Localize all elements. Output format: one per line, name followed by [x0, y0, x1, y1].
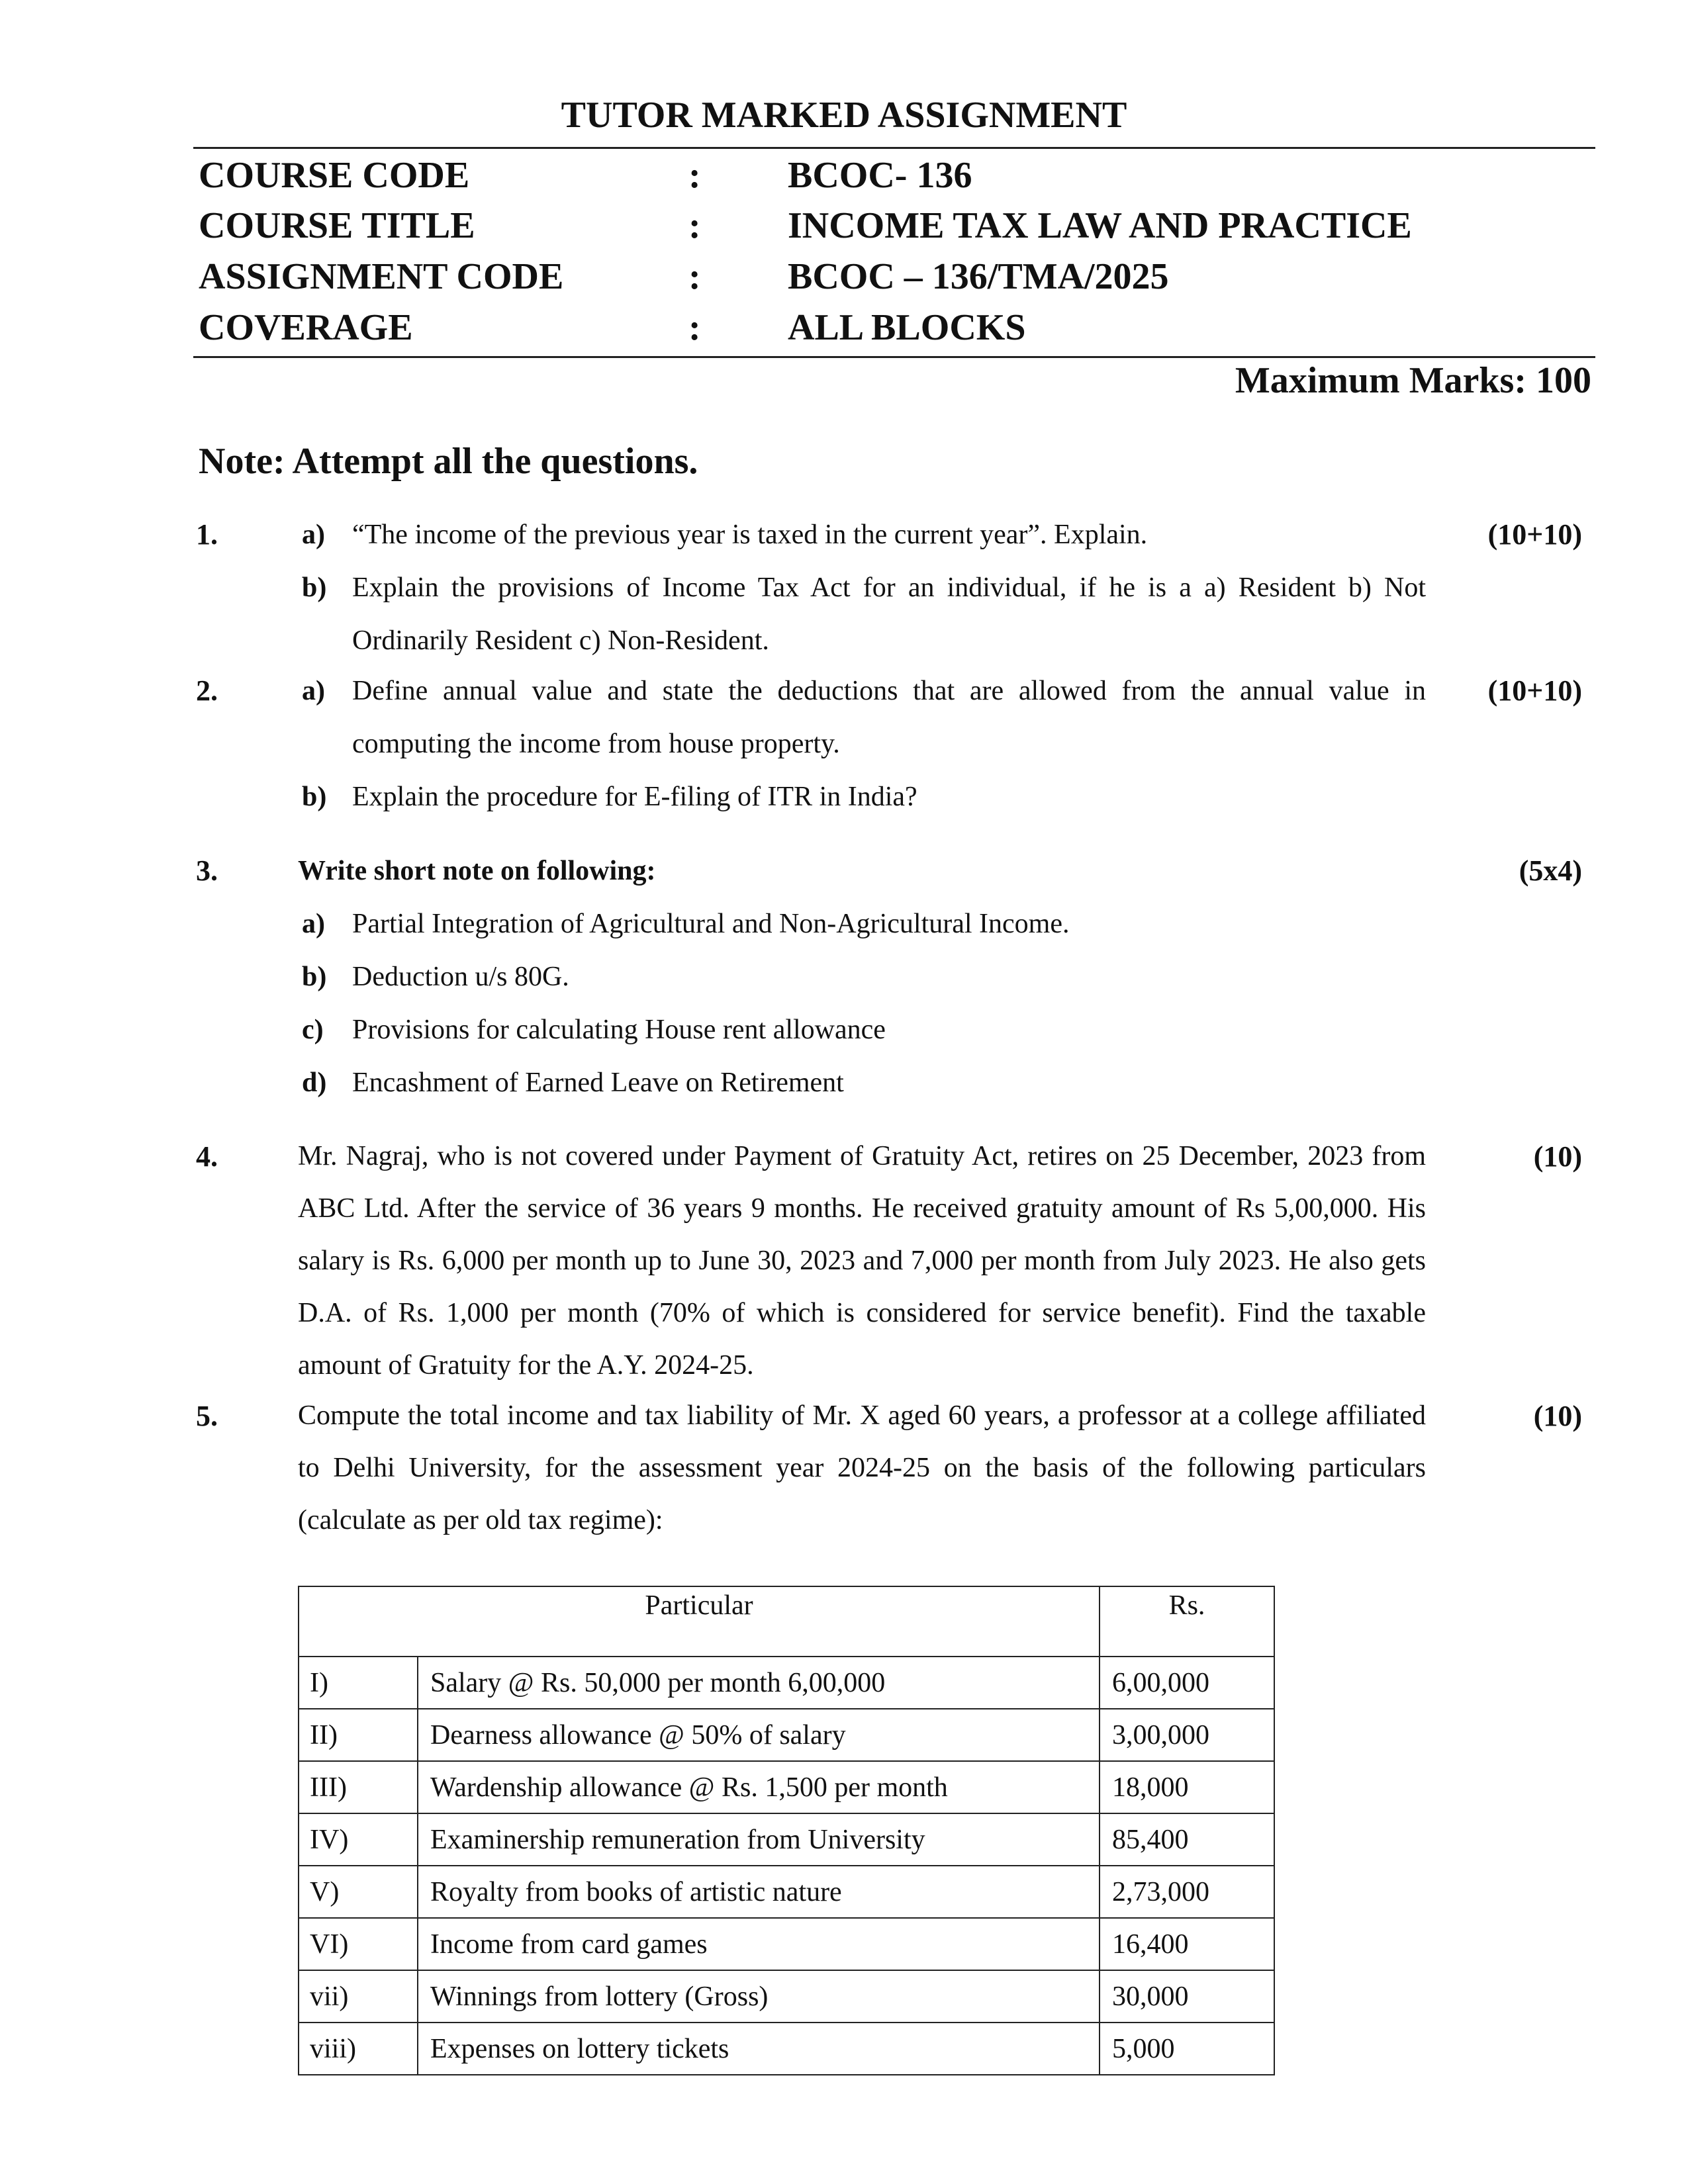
info-colon: :	[688, 256, 701, 297]
part-letter: b)	[302, 962, 327, 992]
row-particular: Royalty from books of artistic nature	[418, 1866, 1100, 1918]
row-particular: Winnings from lottery (Gross)	[418, 1970, 1100, 2023]
column-header-particular: Particular	[299, 1586, 1100, 1657]
row-amount: 16,400	[1100, 1918, 1274, 1970]
question-number: 5.	[196, 1400, 218, 1432]
row-number: IV)	[299, 1813, 418, 1866]
info-row-assignment-code	[0, 255, 1688, 306]
row-particular: Income from card games	[418, 1918, 1100, 1970]
part-text: Explain the procedure for E-filing of ITR in India?	[352, 782, 917, 812]
part-letter: a)	[302, 520, 325, 550]
question-marks: (10+10)	[1487, 518, 1582, 551]
column-header-amount: Rs.	[1100, 1586, 1274, 1657]
info-row-coverage	[0, 306, 1688, 357]
info-colon: :	[688, 155, 701, 196]
question-text: Compute the total income and tax liability of Mr. X aged 60 years, a professor at a college affiliated to Delhi University, for the assessment year 2024-25 on the basis of the following particulars (calculate as per old tax regime):	[298, 1400, 1426, 1535]
part-letter: d)	[302, 1068, 327, 1098]
part-letter: b)	[302, 572, 327, 603]
row-amount: 30,000	[1100, 1970, 1274, 2023]
part-text: “The income of the previous year is taxed in the current year”. Explain.	[352, 520, 1148, 550]
row-number: II)	[299, 1709, 418, 1761]
row-amount: 6,00,000	[1100, 1657, 1274, 1709]
part-text: Provisions for calculating House rent allowance	[352, 1015, 886, 1045]
table-row	[299, 1918, 1274, 1970]
info-row-course-title	[0, 204, 1688, 255]
table-row	[299, 1813, 1274, 1866]
page-title: TUTOR MARKED ASSIGNMENT	[561, 95, 1127, 136]
info-label: COVERAGE	[199, 307, 413, 348]
header-top-rule	[193, 147, 1595, 149]
part-text: Explain the provisions of Income Tax Act for an individual, if he is a a) Resident b) Not Ordinarily Resident c) Non-Resident.	[352, 572, 1426, 656]
info-value: INCOME TAX LAW AND PRACTICE	[788, 205, 1412, 246]
info-colon: :	[688, 205, 701, 246]
info-value: BCOC- 136	[788, 155, 972, 196]
part-text: Define annual value and state the deductions that are allowed from the annual value in computing the income from house property.	[352, 676, 1426, 759]
table-row	[299, 2023, 1274, 2075]
part-letter: a)	[302, 909, 325, 939]
row-amount: 5,000	[1100, 2023, 1274, 2075]
table-header-row	[299, 1586, 1274, 1657]
info-row-course-code	[0, 154, 1688, 205]
question-number: 1.	[196, 518, 218, 551]
row-number: VI)	[299, 1918, 418, 1970]
particulars-table	[298, 1586, 1275, 2075]
question-marks: (10)	[1533, 1400, 1582, 1432]
row-particular: Dearness allowance @ 50% of salary	[418, 1709, 1100, 1761]
row-amount: 18,000	[1100, 1761, 1274, 1813]
row-number: V)	[299, 1866, 418, 1918]
question-number: 2.	[196, 674, 218, 707]
row-particular: Salary @ Rs. 50,000 per month 6,00,000	[418, 1657, 1100, 1709]
row-number: I)	[299, 1657, 418, 1709]
question-marks: (5x4)	[1519, 854, 1582, 887]
question-marks: (10)	[1533, 1140, 1582, 1173]
info-value: BCOC – 136/TMA/2025	[788, 256, 1169, 297]
info-label: ASSIGNMENT CODE	[199, 256, 564, 297]
table-row	[299, 1657, 1274, 1709]
question-marks: (10+10)	[1487, 674, 1582, 707]
instructions-note: Note: Attempt all the questions.	[199, 441, 698, 482]
part-text: Encashment of Earned Leave on Retirement	[352, 1068, 844, 1098]
part-letter: a)	[302, 676, 325, 706]
row-particular: Expenses on lottery tickets	[418, 2023, 1100, 2075]
question-text: Mr. Nagraj, who is not covered under Payment of Gratuity Act, retires on 25 December, 2023 from ABC Ltd. After the service of 36 years 9 months. He received gratuity amount of Rs 5,00,000. His salary is Rs. 6,000 per month up to June 30, 2023 and 7,000 per month from July 2023. He also gets D.A. of Rs. 1,000 per month (70% of which is considered for service benefit). Find the taxable amount of Gratuity for the A.Y. 2024-25.	[298, 1141, 1426, 1381]
info-label: COURSE TITLE	[199, 205, 475, 246]
row-amount: 3,00,000	[1100, 1709, 1274, 1761]
table-row	[299, 1970, 1274, 2023]
info-value: ALL BLOCKS	[788, 307, 1026, 348]
maximum-marks: Maximum Marks: 100	[1235, 360, 1591, 401]
part-text: Partial Integration of Agricultural and Non-Agricultural Income.	[352, 909, 1070, 939]
info-colon: :	[688, 307, 701, 348]
question-heading: Write short note on following:	[298, 856, 656, 886]
row-number: vii)	[299, 1970, 418, 2023]
part-letter: c)	[302, 1015, 324, 1045]
row-amount: 2,73,000	[1100, 1866, 1274, 1918]
row-particular: Examinership remuneration from University	[418, 1813, 1100, 1866]
question-number: 3.	[196, 854, 218, 887]
table-row	[299, 1761, 1274, 1813]
row-amount: 85,400	[1100, 1813, 1274, 1866]
part-text: Deduction u/s 80G.	[352, 962, 569, 992]
part-letter: b)	[302, 782, 327, 812]
row-number: III)	[299, 1761, 418, 1813]
info-label: COURSE CODE	[199, 155, 470, 196]
question-number: 4.	[196, 1140, 218, 1173]
row-particular: Wardenship allowance @ Rs. 1,500 per month	[418, 1761, 1100, 1813]
row-number: viii)	[299, 2023, 418, 2075]
table-row	[299, 1709, 1274, 1761]
table-row	[299, 1866, 1274, 1918]
